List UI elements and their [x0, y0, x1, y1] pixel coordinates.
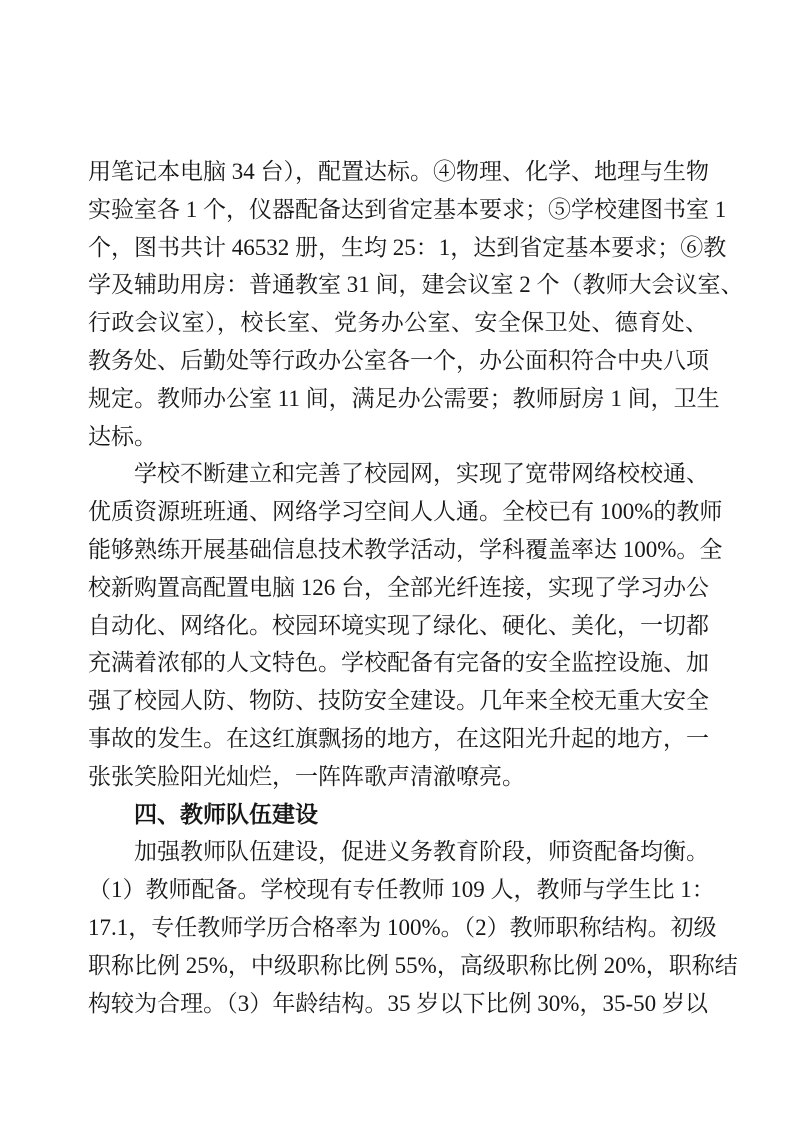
text-line: 充满着浓郁的人文特色。学校配备有完备的安全监控设施、加	[88, 650, 709, 676]
text-line: 事故的发生。在这红旗飘扬的地方，在这阳光升起的地方，一	[88, 725, 709, 751]
text-line: 优质资源班班通、网络学习空间人人通。全校已有 100%的教师	[88, 499, 723, 525]
section-heading	[88, 796, 708, 834]
text-line: 规定。教师办公室 11 间，满足办公需要；教师厨房 1 间，卫生	[88, 385, 720, 411]
text-line: 个，图书共计 46532 册，生均 25：1，达到省定基本要求；⑥教	[88, 234, 727, 260]
document-text-block[interactable]	[88, 153, 744, 1022]
body-paragraph	[88, 153, 744, 455]
text-line: 张张笑脸阳光灿烂，一阵阵歌声清澈嘹亮。	[88, 763, 525, 789]
text-line: 达标。	[88, 423, 157, 449]
text-line: 17.1，专任教师学历合格率为 100%。（2）教师职称结构。初级	[88, 914, 717, 940]
text-line: 加强教师队伍建设，促进义务教育阶段，师资配备均衡。	[134, 839, 709, 865]
body-paragraph	[88, 833, 738, 1022]
text-line: 自动化、网络化。校园环境实现了绿化、硬化、美化，一切都	[88, 612, 709, 638]
text-line: 学及辅助用房：普通教室 31 间，建会议室 2 个（教师大会议室、	[88, 272, 744, 298]
heading-line: 四、教师队伍建设	[134, 801, 318, 827]
text-line: （1）教师配备。学校现有专任教师 109 人，教师与学生比 1：	[88, 877, 715, 903]
text-line: 教务处、后勤处等行政办公室各一个，办公面积符合中央八项	[88, 347, 709, 373]
text-line: 用笔记本电脑 34 台），配置达标。④物理、化学、地理与生物	[88, 159, 709, 184]
text-line: 校新购置高配置电脑 126 台，全部光纤连接，实现了学习办公	[88, 574, 709, 600]
text-line: 学校不断建立和完善了校园网，实现了宽带网络校校通、	[134, 461, 709, 487]
text-line: 行政会议室），校长室、党务办公室、安全保卫处、德育处、	[88, 310, 708, 336]
text-line: 实验室各 1 个，仪器配备达到省定基本要求；⑤学校建图书室 1	[88, 196, 727, 222]
text-line: 能够熟练开展基础信息技术教学活动，学科覆盖率达 100%。全	[88, 536, 723, 562]
text-line: 强了校园人防、物防、技防安全建设。几年来全校无重大安全	[88, 688, 709, 714]
text-line: 构较为合理。（3）年龄结构。35 岁以下比例 30%，35-50 岁以	[88, 990, 708, 1016]
body-paragraph	[88, 455, 723, 795]
text-line: 职称比例 25%，中级职称比例 55%，高级职称比例 20%，职称结	[88, 952, 738, 978]
